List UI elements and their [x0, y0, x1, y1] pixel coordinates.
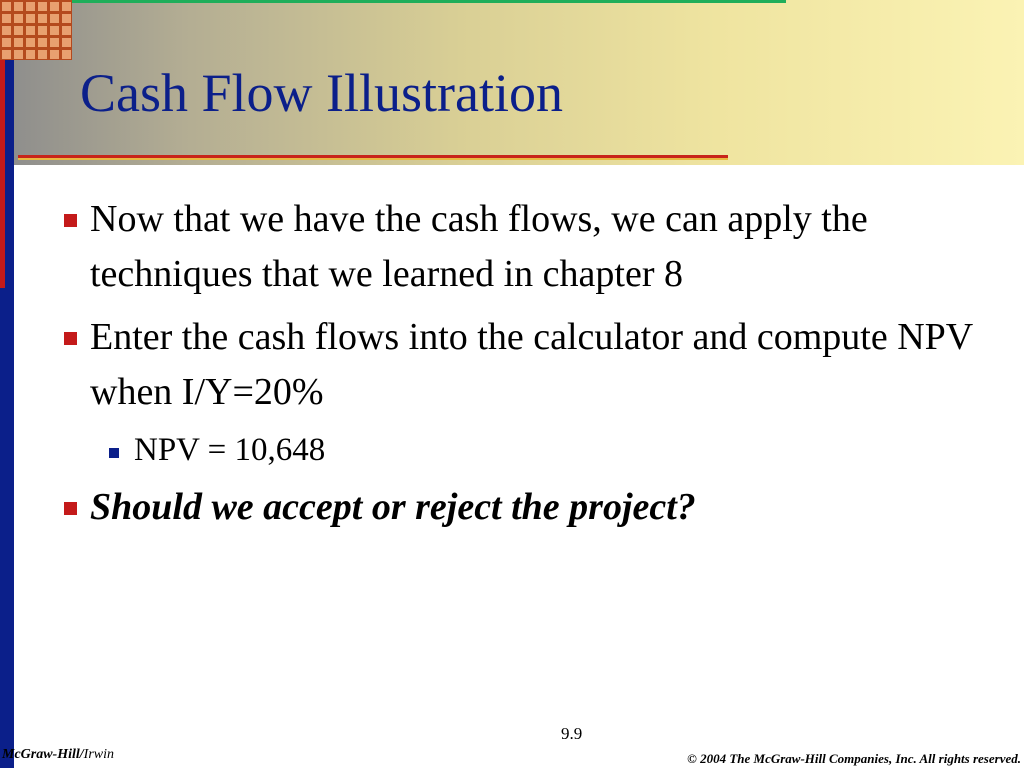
bullet-text: Enter the cash flows into the calculator and compute NPV when I/Y=20% [90, 316, 973, 413]
left-red-stripe [0, 60, 5, 288]
grid-decoration [0, 0, 72, 60]
copyright-notice: © 2004 The McGraw-Hill Companies, Inc. All rights reserved. [687, 751, 1021, 766]
bullet-item [62, 310, 992, 420]
sub-bullet-text: NPV = 10,648 [134, 432, 326, 468]
question-text: Should we accept or reject the project? [90, 486, 696, 528]
bullet-item [62, 192, 992, 302]
page-number: 9.9 [561, 724, 583, 743]
publisher-sub: Irwin [83, 747, 115, 762]
square-bullet-icon [64, 502, 77, 515]
bullet-item [62, 480, 992, 535]
bullet-text: Now that we have the cash flows, we can apply the techniques that we learned in chapter 8 [90, 198, 868, 295]
square-bullet-icon [64, 332, 77, 345]
square-bullet-icon [64, 214, 77, 227]
title-underline-gold [18, 158, 728, 160]
publisher-label [2, 747, 114, 763]
square-bullet-icon [109, 448, 119, 458]
slide-title: Cash Flow Illustration [80, 63, 563, 123]
publisher-main: McGraw-Hill/ [2, 747, 84, 762]
bullet-list [62, 192, 992, 543]
top-accent-line [72, 0, 786, 3]
sub-bullet-item [62, 428, 992, 472]
